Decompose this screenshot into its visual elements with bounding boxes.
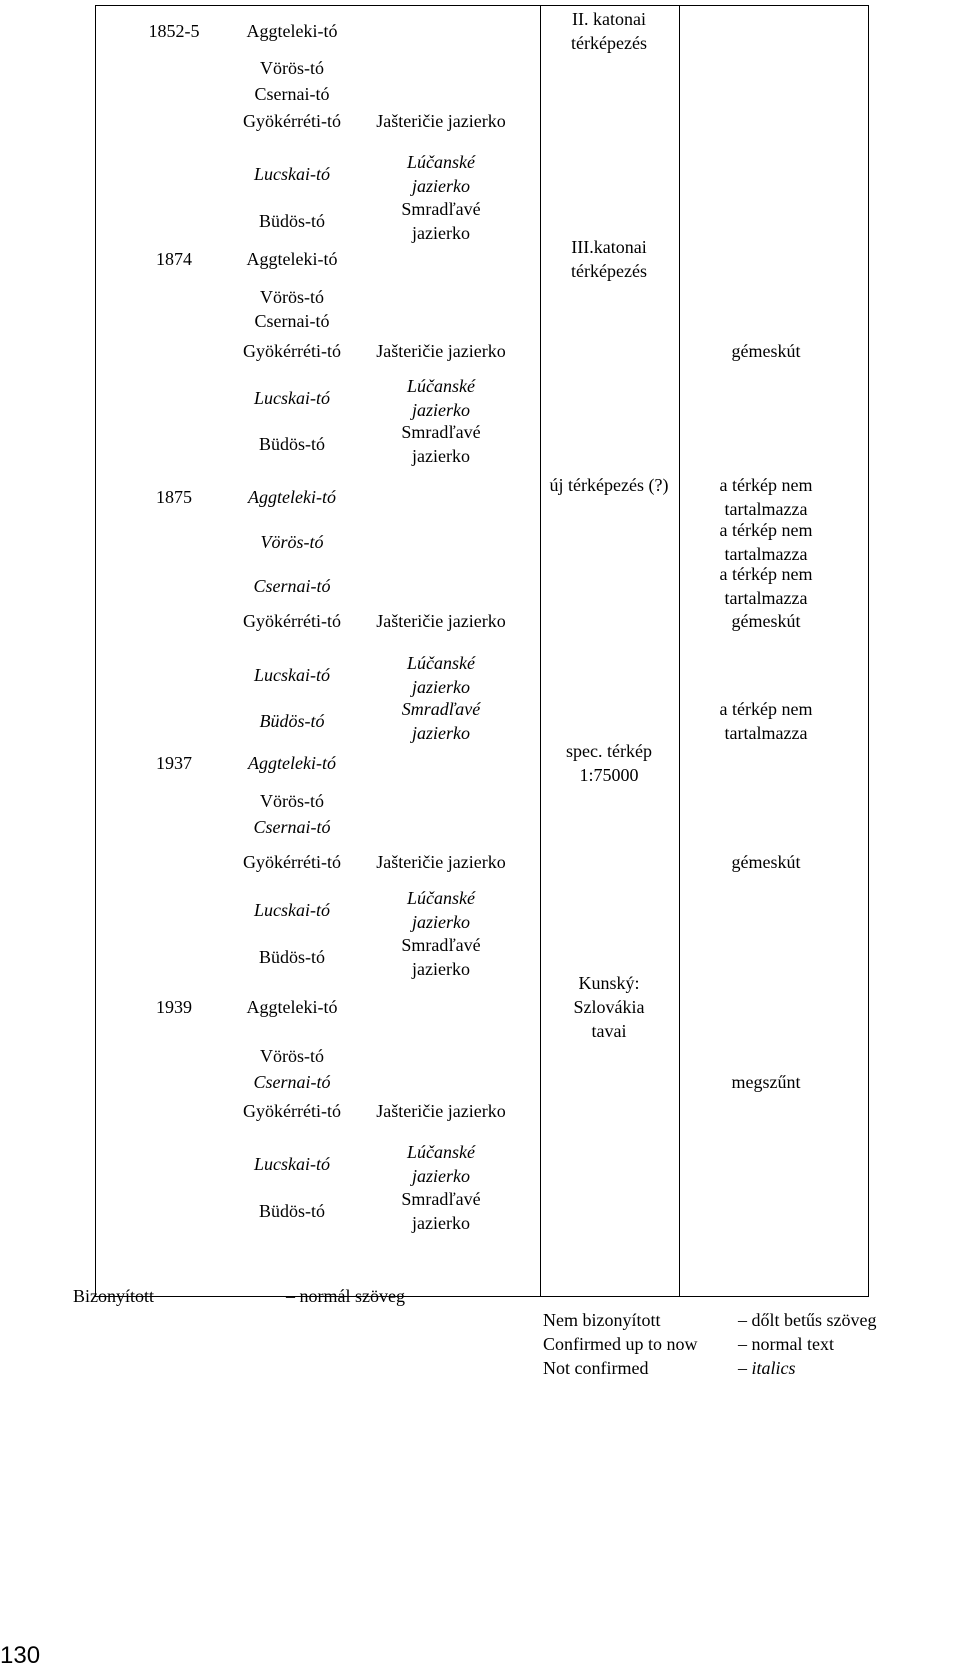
legend-not-confirmed-hu: Nem bizonyított <box>543 1310 661 1330</box>
cell-lake: Büdös-tó <box>258 211 325 231</box>
cell-note: a térkép nem tartalmazza <box>719 520 813 564</box>
column-divider <box>540 6 541 1296</box>
cell-slovak: Jašteričie jazierko <box>376 1101 506 1121</box>
legend-confirmed-hu-desc: – normál szöveg <box>286 1286 405 1306</box>
cell-lake: Vörös-tó <box>260 532 324 552</box>
cell-lake: Aggteleki-tó <box>246 997 338 1017</box>
legend-not-confirmed-en-desc <box>738 1358 796 1379</box>
cell-lake: Vörös-tó <box>260 1046 324 1066</box>
cell-lake: Lucskai-tó <box>254 665 330 685</box>
cell-slovak: Jašteričie jazierko <box>376 341 506 361</box>
cell-lake: Büdös-tó <box>258 947 325 967</box>
cell-lake: Büdös-tó <box>258 434 325 454</box>
cell-source: II. katonai térképezés <box>571 9 647 53</box>
cell-lake: Aggteleki-tó <box>246 21 338 41</box>
cell-lake: Csernai-tó <box>253 1072 331 1092</box>
cell-lake: Aggteleki-tó <box>246 249 338 269</box>
cell-lake: Csernai-tó <box>254 311 330 331</box>
cell-slovak: Lúčanské jazierko <box>407 888 475 932</box>
cell-slovak: Lúčanské jazierko <box>407 653 475 697</box>
cell-lake: Gyökérréti-tó <box>243 611 341 631</box>
cell-lake: Aggteleki-tó <box>248 487 336 507</box>
cell-lake: Csernai-tó <box>253 817 331 837</box>
cell-lake: Lucskai-tó <box>254 900 330 920</box>
cell-year: 1852-5 <box>148 21 200 41</box>
cell-lake: Vörös-tó <box>260 791 324 811</box>
legend-dash: – <box>738 1358 747 1378</box>
legend-confirmed-hu: Bizonyított <box>73 1286 154 1306</box>
cell-slovak: Smradľavé jazierko <box>401 199 481 243</box>
cell-year: 1939 <box>156 997 192 1017</box>
legend-not-confirmed-hu-desc: – dőlt betűs szöveg <box>738 1310 877 1330</box>
cell-lake: Lucskai-tó <box>254 164 330 184</box>
cell-slovak: Lúčanské jazierko <box>407 1142 475 1186</box>
cell-year: 1937 <box>156 753 192 773</box>
cell-lake: Büdös-tó <box>258 1201 325 1221</box>
cell-lake: Lucskai-tó <box>254 388 330 408</box>
cell-lake: Gyökérréti-tó <box>243 1101 341 1121</box>
cell-note: gémeskút <box>731 611 801 631</box>
cell-lake: Csernai-tó <box>253 576 331 596</box>
page-number: 130 <box>0 1642 41 1669</box>
cell-year: 1875 <box>156 487 192 507</box>
cell-year: 1874 <box>156 249 192 269</box>
cell-lake: Gyökérréti-tó <box>243 341 341 361</box>
cell-note: a térkép nem tartalmazza <box>719 564 813 608</box>
cell-slovak: Jašteričie jazierko <box>376 611 506 631</box>
cell-lake: Aggteleki-tó <box>248 753 336 773</box>
cell-lake: Büdös-tó <box>259 711 325 731</box>
cell-note: gémeskút <box>731 852 801 872</box>
cell-lake: Gyökérréti-tó <box>243 852 341 872</box>
legend-confirmed-en: Confirmed up to now <box>543 1334 698 1354</box>
cell-slovak: Smradľavé jazierko <box>401 1189 481 1233</box>
cell-slovak: Smradľavé jazierko <box>401 699 481 743</box>
cell-note: a térkép nem tartalmazza <box>719 475 813 519</box>
cell-lake: Csernai-tó <box>254 84 330 104</box>
cell-source: spec. térkép 1:75000 <box>566 741 652 785</box>
cell-lake: Gyökérréti-tó <box>243 111 341 131</box>
cell-source: III.katonai térképezés <box>571 237 647 281</box>
cell-slovak: Smradľavé jazierko <box>401 935 481 979</box>
cell-slovak: Lúčanské jazierko <box>407 152 475 196</box>
cell-lake: Lucskai-tó <box>254 1154 330 1174</box>
cell-slovak: Lúčanské jazierko <box>407 376 475 420</box>
cell-slovak: Jašteričie jazierko <box>376 852 506 872</box>
cell-lake: Vörös-tó <box>260 287 324 307</box>
legend-confirmed-en-desc: – normal text <box>738 1334 834 1354</box>
lake-history-table <box>95 5 869 1297</box>
cell-source: új térképezés (?) <box>549 475 669 495</box>
cell-lake: Vörös-tó <box>260 58 324 78</box>
cell-note: gémeskút <box>731 341 801 361</box>
cell-note: megszűnt <box>731 1072 801 1092</box>
cell-slovak: Jašteričie jazierko <box>376 111 506 131</box>
column-divider <box>679 6 680 1296</box>
legend-italics-word: italics <box>751 1358 796 1378</box>
cell-slovak: Smradľavé jazierko <box>401 422 481 466</box>
legend-not-confirmed-en: Not confirmed <box>543 1358 649 1378</box>
cell-note: a térkép nem tartalmazza <box>719 699 813 743</box>
cell-source: Kunský: Szlovákia tavai <box>573 973 645 1041</box>
